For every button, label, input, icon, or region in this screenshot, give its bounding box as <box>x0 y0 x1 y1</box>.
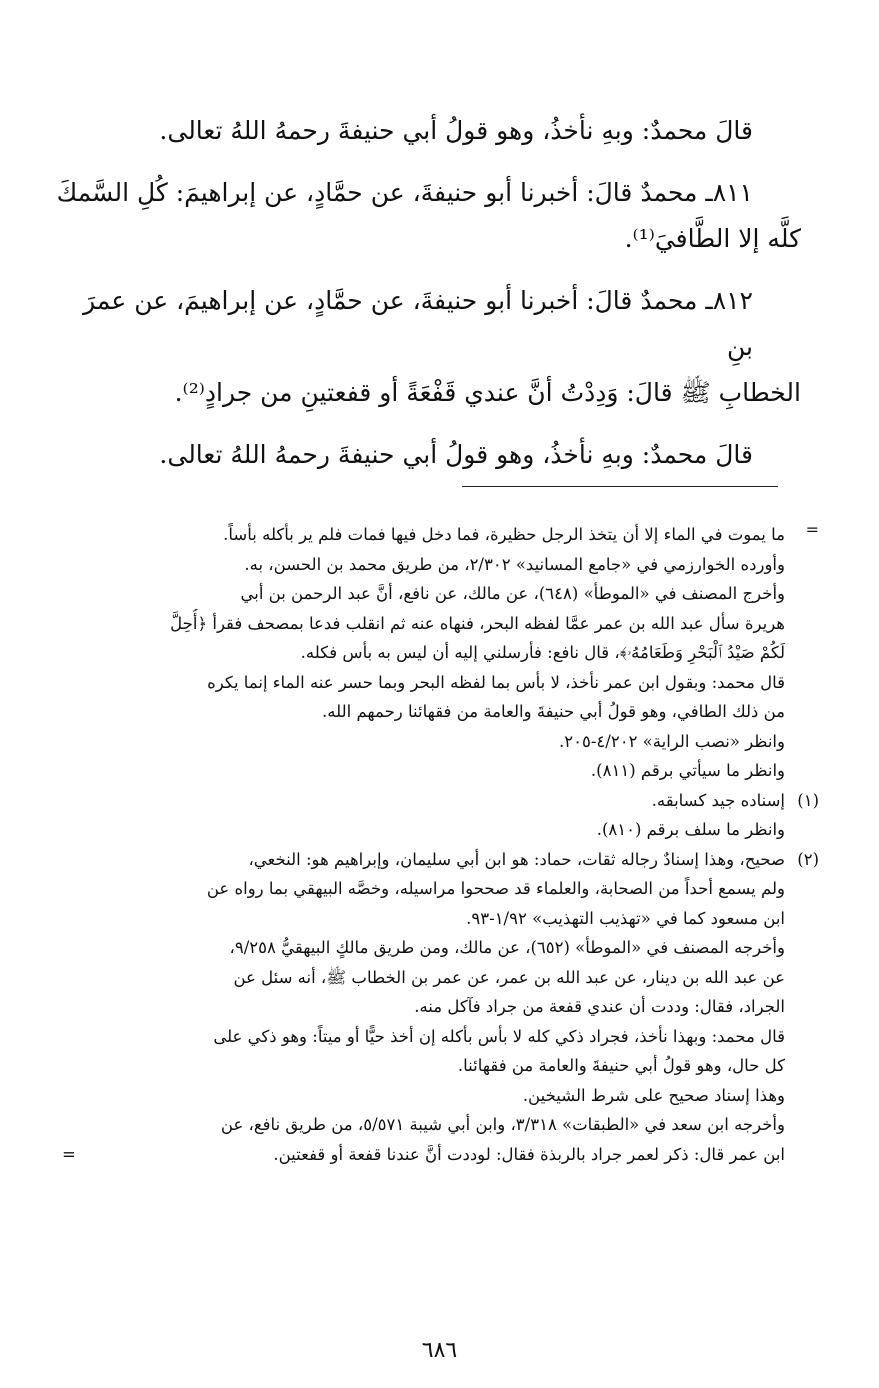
page-number: ٦٨٦ <box>421 1338 458 1363</box>
footnote-line: قال محمد: وبقول ابن عمر نأخذ، لا بأس بما لفظه البحر وبما حسر عنه الماء إنما يكره <box>207 672 785 692</box>
footnotes <box>52 520 819 1169</box>
footnote-line: الجراد، فقال: وددت أن عندي قفعة من جراد فآكل منه. <box>414 997 785 1016</box>
footnote-line: وأخرجه المصنف في «الموطأ» (٦٥٢)، عن مالك، ومن طريق مالكٍ البيهقيُّ ٩/٢٥٨، <box>229 938 785 957</box>
footnote-line: وهذا إسناد صحيح على شرط الشيخين. <box>522 1085 785 1105</box>
main-text <box>52 108 801 478</box>
footnote-line: وأورده الخوارزمي في «جامع المسانيد» ٢/٣٠٢، من طريق محمد بن الحسن، به. <box>244 554 785 574</box>
footnote-2-marker: (٢) <box>797 849 819 869</box>
footnote-2-text: صحيح، وهذا إسنادٌ رجاله ثقات، حماد: هو ابن أبي سليمان، وإبراهيم هو: النخعي، <box>248 849 785 869</box>
continuation-mark: = <box>805 520 819 539</box>
hadith-812-line-1: ٨١٢ـ محمدٌ قالَ: أخبرنا أبو حنيفةَ، عن حمَّادٍ، عن إبراهيمَ، عن عمرَ بنِ <box>83 286 753 361</box>
footnote-line: ولم يسمع أحداً من الصحابة، والعلماء قد صححوا مراسيله، وخصَّه البيهقي بما رواه عن <box>206 879 785 898</box>
footnote-line: من ذلك الطافي، وهو قولُ أبي حنيفةَ والعامة من فقهائنا رحمهم الله. <box>322 702 785 721</box>
hadith-812-line-2: الخطابِ ﷺ قالَ: وَدِدْتُ أنَّ عندي قَفْعَةً أو قفعتينِ من جرادٍ⁽²⁾. <box>174 378 801 407</box>
footnote-line: عن عبد الله بن دينار، عن عبد الله بن عمر، عن عمر بن الخطاب ﷺ، أنه سئل عن <box>233 967 785 987</box>
footnote-line: ابن مسعود كما في «تهذيب التهذيب» ١/٩٢-٩٣. <box>466 908 785 928</box>
footnote-1-text: إسناده جيد كسابقه. <box>651 790 785 810</box>
hadith-811-line-1: ٨١١ـ محمدٌ قالَ: أخبرنا أبو حنيفةَ، عن حمَّادٍ، عن إبراهيمَ: كُلِ السَّمكَ <box>56 178 753 207</box>
footnote-line: ما يموت في الماء إلا أن يتخذ الرجل حظيرة، فما دخل فيها فمات فلم ير بأكله بأساً. <box>223 525 785 544</box>
hadith-811-line-2: كلَّه إلا الطَّافيَ⁽¹⁾. <box>624 224 801 253</box>
footnote-line: وأخرج المصنف في «الموطأ» (٦٤٨)، عن مالك، عن نافع، أنَّ عبد الرحمن بن أبي <box>240 584 785 603</box>
footnote-line: لَكُمْ صَيْدُ ٱلْبَحْرِ وَطَعَامُهُۥ﴾، قال نافع: فأرسلني إليه أن ليس به بأس فكله. <box>300 643 785 662</box>
paragraph-opinion-1: قالَ محمدٌ: وبهِ نأخذُ، وهو قولُ أبي حنيفةَ رحمهُ اللهُ تعالى. <box>159 116 753 145</box>
footnote-line: وانظر ما سيأتي برقم (٨١١). <box>590 761 785 780</box>
footnote-line: ابن عمر قال: ذكر لعمر جراد بالربذة فقال: لوددت أنَّ عندنا قفعة أو قفعتين. <box>273 1144 785 1164</box>
footnote-1-marker: (١) <box>797 790 819 810</box>
footnote-line: وانظر ما سلف برقم (٨١٠). <box>596 820 785 839</box>
footnote-separator <box>462 486 778 487</box>
paragraph-opinion-2: قالَ محمدٌ: وبهِ نأخذُ، وهو قولُ أبي حنيفةَ رحمهُ اللهُ تعالى. <box>159 440 753 469</box>
footnote-line: كل حال، وهو قولُ أبي حنيفةَ والعامة من فقهائنا. <box>457 1056 785 1075</box>
footnote-line: قال محمد: وبهذا نأخذ، فجراد ذكي كله لا بأس بأكله إن أخذ حيًّا أو ميتاً: وهو ذكي على <box>213 1026 785 1046</box>
footnote-line: وانظر «نصب الراية» ٤/٢٠٢-٢٠٥. <box>559 731 785 751</box>
footnote-line: وأخرجه ابن سعد في «الطبقات» ٣/٣١٨، وابن أبي شيبة ٥/٥٧١، من طريق نافع، عن <box>220 1115 785 1134</box>
continuation-mark-end: = <box>62 1144 76 1164</box>
footnote-line: هريرة سأل عبد الله بن عمر عمَّا لفظه البحر، فنهاه عنه ثم انقلب فدعا بمصحف فقرأ ﴿أُحِلَّ <box>170 613 785 633</box>
